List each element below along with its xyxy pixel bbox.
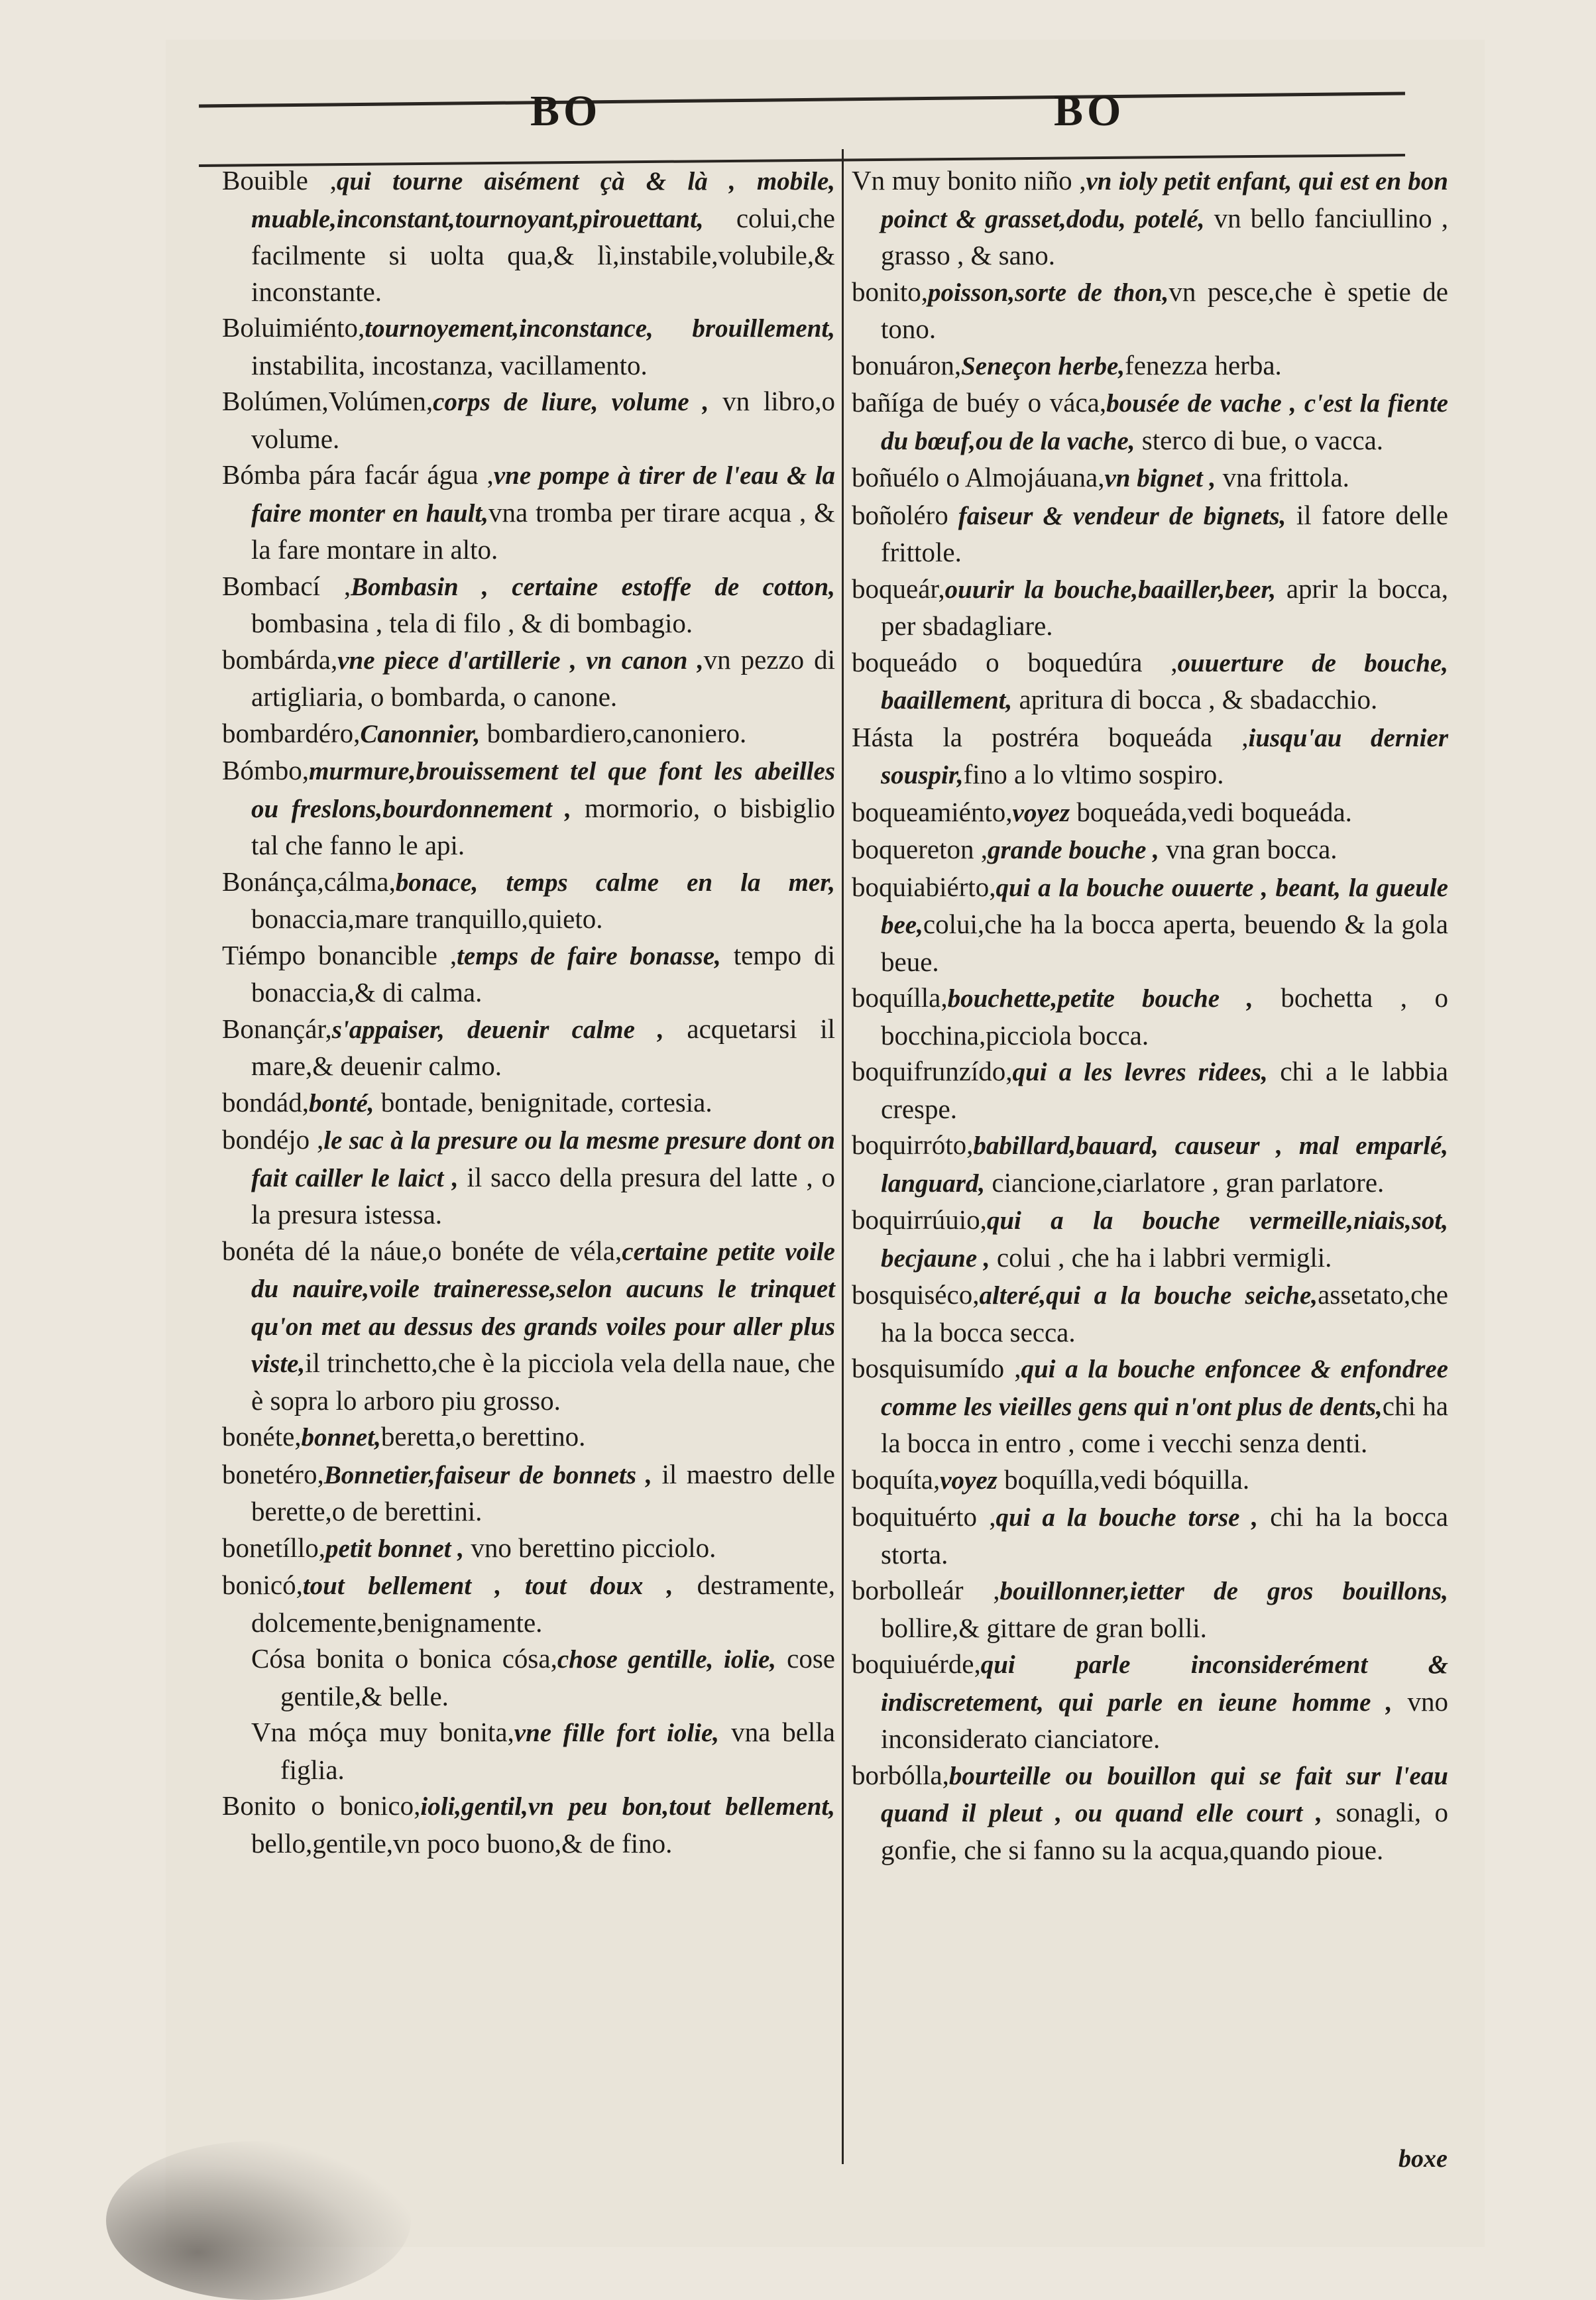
dictionary-entry	[222, 1640, 835, 1714]
dictionary-entry	[852, 347, 1448, 385]
right-column	[852, 162, 1448, 1868]
italian-gloss: bombasina , tela di filo , & di bombagio.	[251, 608, 693, 638]
headword: Bonánça,cálma,	[222, 866, 396, 897]
headword: boquifrunzído,	[852, 1056, 1013, 1086]
dictionary-entry	[852, 869, 1448, 980]
italian-gloss: mormorio, o bisbiglio tal che fanno le api.	[251, 792, 835, 860]
italian-gloss: bontade, benignitade, cortesia.	[374, 1086, 712, 1118]
french-gloss: iusqu'au dernier souspir,	[881, 723, 1448, 789]
french-gloss: vne piece d'artillerie , vn canon ,	[337, 646, 704, 675]
french-gloss: certaine petite voile du nauire,voile traineresse,selon aucuns le trinquet qu'on met au dessus des grands voiles pour aller plus viste,	[251, 1237, 835, 1378]
french-gloss: bouillonner,ietter de gros bouillons,	[999, 1577, 1448, 1605]
french-gloss: corps de liure, volume ,	[433, 388, 709, 416]
dictionary-entry	[222, 642, 835, 715]
headword: Bonançár,	[222, 1013, 332, 1044]
italian-gloss: destramente, dolcemente,benignamente.	[251, 1570, 836, 1638]
dictionary-entry	[852, 162, 1448, 274]
headword: boñoléro	[852, 499, 948, 530]
italian-gloss: cose gentile,& belle.	[280, 1643, 835, 1711]
headword: bosquiséco,	[852, 1279, 980, 1310]
headword: borbólla,	[852, 1759, 949, 1790]
italian-gloss: assetato,che ha la bocca secca.	[881, 1279, 1448, 1348]
italian-gloss: boquílla,vedi bóquilla.	[997, 1464, 1250, 1495]
italian-gloss: sterco di bue, o vacca.	[1135, 424, 1384, 455]
french-gloss: petit bonnet ,	[325, 1534, 465, 1563]
french-gloss: le sac à la presure ou la mesme presure dont on fait cailler le laict ,	[251, 1126, 835, 1192]
dictionary-entry	[222, 1567, 835, 1640]
column-divider	[842, 149, 844, 2164]
italian-gloss: apritura di bocca , & sbadacchio.	[1012, 684, 1378, 715]
dictionary-entry	[852, 1202, 1448, 1277]
dictionary-entry	[222, 1456, 835, 1530]
headword: boñuélo o Almojáuana,	[852, 462, 1105, 492]
headword: Cósa bonita o bonica cósa,	[251, 1643, 557, 1674]
dictionary-entry	[852, 831, 1448, 869]
headword: Bolúmen,Volúmen,	[222, 386, 433, 416]
dictionary-entry	[852, 719, 1448, 794]
french-gloss: vne fille fort iolie,	[514, 1719, 720, 1747]
french-gloss: qui a la bouche vermeille,niais,sot, becjaune ,	[881, 1206, 1448, 1273]
french-gloss: chose gentille, iolie,	[557, 1645, 777, 1674]
french-gloss: Bombasin , certaine estoffe de cotton,	[351, 572, 836, 601]
headword: Tiémpo bonancible ,	[222, 939, 457, 970]
french-gloss: qui a la bouche ouuerte , beant, la gueule bee,	[881, 873, 1448, 939]
italian-gloss: instabilita, incostanza, vacillamento.	[251, 349, 648, 380]
french-gloss: murmure,brouissement tel que font les abeilles ou freslons,bourdonnement ,	[251, 757, 835, 823]
headword: bombárda,	[222, 644, 338, 675]
italian-gloss: il maestro delle berette,o de berettini.	[251, 1458, 836, 1526]
italian-gloss: bonaccia,mare tranquillo,quieto.	[251, 903, 603, 934]
headword: Boluimiénto,	[222, 312, 365, 343]
french-gloss: Seneçon herbe,	[961, 351, 1125, 380]
headword: Bómba pára facár água ,	[222, 459, 494, 490]
dictionary-entry	[222, 1788, 835, 1861]
headword: bonuáron,	[852, 349, 962, 380]
headword: Vna móça muy bonita,	[251, 1717, 514, 1747]
italian-gloss: boqueáda,vedi boqueáda.	[1070, 796, 1352, 827]
dictionary-entry	[852, 1462, 1448, 1499]
french-gloss: poisson,sorte de thon,	[928, 278, 1169, 307]
italian-gloss: chi a le labbia crespe.	[881, 1056, 1448, 1124]
dictionary-entry	[222, 310, 835, 383]
french-gloss: vn ioly petit enfant, qui est en bon poinct & grasset,dodu, potelé,	[881, 167, 1448, 233]
headword: boquíta,	[852, 1464, 940, 1495]
italian-gloss: acquetarsi il mare,& deuenir calmo.	[251, 1013, 835, 1081]
headword: Bouible ,	[222, 165, 337, 196]
dictionary-entry	[222, 715, 835, 753]
dictionary-entry	[222, 1418, 835, 1456]
dictionary-entry	[222, 864, 835, 937]
headword: bonetíllo,	[222, 1532, 326, 1563]
dictionary-entry	[222, 457, 835, 568]
dictionary-entry	[222, 1233, 835, 1419]
french-gloss: vne pompe à tirer de l'eau & la faire monter en hault,	[251, 461, 835, 528]
french-gloss: ouurir la bouche,baailler,beer,	[944, 575, 1277, 604]
headword: bonicó,	[222, 1570, 303, 1600]
dictionary-entry	[222, 1011, 835, 1084]
dictionary-entry	[852, 1572, 1448, 1646]
headword: Bombací ,	[222, 570, 351, 601]
french-gloss: tout bellement , tout doux ,	[302, 1572, 673, 1600]
dictionary-entry	[852, 1127, 1448, 1202]
dictionary-entry	[852, 1499, 1448, 1572]
french-gloss: voyez	[940, 1466, 997, 1495]
italian-gloss: vno berettino picciolo.	[464, 1532, 716, 1563]
dictionary-entry	[222, 568, 835, 642]
italian-gloss: aprir la bocca, per sbadagliare.	[881, 573, 1448, 641]
french-gloss: alteré,qui a la bouche seiche,	[979, 1281, 1318, 1310]
headword: bondéjo ,	[222, 1124, 324, 1155]
dictionary-entry	[222, 162, 835, 310]
italian-gloss: vno inconsiderato cianciatore.	[881, 1686, 1449, 1754]
headword: borbolleár ,	[852, 1575, 1000, 1605]
headword: bonito,	[852, 276, 929, 307]
french-gloss: bonté,	[308, 1088, 374, 1118]
italian-gloss: vna gran bocca.	[1159, 834, 1338, 864]
headword: bombardéro,	[222, 717, 361, 748]
dictionary-entry	[852, 1277, 1448, 1350]
italian-gloss: sonagli, o gonfie, che si fanno su la acqua,quando pioue.	[881, 1797, 1448, 1865]
italian-gloss: bombardiero,canoniero.	[480, 717, 747, 748]
headword: Hásta la postréra boqueáda ,	[852, 721, 1249, 752]
dictionary-entry	[222, 1084, 835, 1122]
french-gloss: Bonnetier,faiseur de bonnets ,	[323, 1460, 652, 1489]
headword: boquereton ,	[852, 834, 988, 864]
dictionary-entry	[222, 1714, 835, 1788]
dictionary-entry	[222, 1121, 835, 1233]
french-gloss: bourteille ou bouillon qui se fait sur l'eau quand il pleut , ou quand elle court ,	[881, 1761, 1448, 1827]
italian-gloss: tempo di bonaccia,& di calma.	[251, 939, 835, 1007]
headword: bosquisumído ,	[852, 1353, 1021, 1383]
headword: boquílla,	[852, 982, 948, 1013]
italian-gloss: colui,che facilmente si uolta qua,& lì,instabile,volubile,& inconstante.	[251, 202, 835, 307]
headword: boquituérto ,	[852, 1501, 996, 1532]
headword: Bómbo,	[222, 755, 309, 785]
headword: boqueár,	[852, 573, 945, 604]
italian-gloss: vna frittola.	[1216, 462, 1349, 492]
italian-gloss: vn pesce,che è spetie de tono.	[881, 276, 1448, 344]
french-gloss: voyez	[1012, 798, 1070, 827]
french-gloss: bonnet,	[301, 1423, 381, 1452]
dictionary-entry	[852, 644, 1448, 719]
dictionary-entry	[852, 794, 1448, 832]
dictionary-entry	[222, 937, 835, 1011]
french-gloss: ouuerture de bouche, baaillement,	[881, 648, 1448, 715]
dictionary-entry	[222, 383, 835, 457]
italian-gloss: vna tromba per tirare acqua , & la fare montare in alto.	[251, 496, 835, 565]
italian-gloss: bochetta , o bocchina,picciola bocca.	[881, 982, 1448, 1051]
dictionary-entry	[222, 1530, 835, 1568]
headword: boqueamiénto,	[852, 796, 1013, 827]
french-gloss: qui a la bouche torse ,	[996, 1503, 1258, 1532]
italian-gloss: il sacco della presura del latte , o la presura istessa.	[251, 1161, 835, 1230]
italian-gloss: fenezza herba.	[1125, 349, 1282, 380]
french-gloss: bouchette,petite bouche ,	[947, 984, 1253, 1013]
dictionary-entry	[852, 1757, 1448, 1869]
headword: boqueádo o boquedúra ,	[852, 646, 1178, 677]
french-gloss: ioli,gentil,vn peu bon,tout bellement,	[420, 1792, 836, 1821]
headword: Bonito o bonico,	[222, 1790, 421, 1821]
french-gloss: Canonnier,	[360, 719, 481, 748]
french-gloss: bousée de vache , c'est la fiente du bœuf,ou de la vache,	[881, 389, 1448, 455]
french-gloss: qui tourne aisément çà & là , mobile, muable,inconstant,tournoyant,pirouettant,	[251, 167, 836, 233]
italian-gloss: chi ha la bocca in entro , come i vecchi senza denti.	[881, 1390, 1448, 1458]
french-gloss: grande bouche ,	[987, 836, 1159, 864]
dictionary-entry	[852, 384, 1448, 459]
dictionary-entry	[222, 752, 835, 864]
headword: bondád,	[222, 1086, 309, 1118]
headword: bonéta dé la náue,o bonéte de véla,	[222, 1235, 622, 1266]
dictionary-entry	[852, 1646, 1448, 1757]
dictionary-entry	[852, 1350, 1448, 1462]
catchword: boxe	[1398, 2145, 1448, 2173]
french-gloss: faiseur & vendeur de bignets,	[948, 501, 1286, 530]
french-gloss: s'appaiser, deuenir calme ,	[331, 1015, 664, 1044]
italian-gloss: vn bello fanciullino , grasso , & sano.	[881, 202, 1449, 270]
italian-gloss: ciancione,ciarlatore , gran parlatore.	[985, 1167, 1385, 1198]
running-head-left: BO	[530, 87, 602, 135]
italian-gloss: il trinchetto,che è la picciola vela della naue, che è sopra lo arboro piu grosso.	[251, 1348, 835, 1416]
italian-gloss: beretta,o berettino.	[380, 1421, 586, 1452]
dictionary-entry	[852, 571, 1448, 644]
dictionary-entry	[852, 497, 1448, 571]
italian-gloss: fino a lo vltimo sospiro.	[963, 759, 1224, 789]
french-gloss: temps de faire bonasse,	[457, 941, 721, 970]
french-gloss: vn bignet ,	[1104, 464, 1216, 492]
french-gloss: qui parle inconsiderément & indiscretement, qui parle en ieune homme ,	[881, 1650, 1448, 1717]
italian-gloss: bello,gentile,vn poco buono,& de fino.	[251, 1827, 673, 1859]
headword: Vn muy bonito niño ,	[852, 165, 1086, 196]
italian-gloss: colui , che ha i labbri vermigli.	[990, 1241, 1332, 1273]
ink-smudge	[106, 2141, 411, 2300]
italian-gloss: vna bella figlia.	[280, 1717, 835, 1785]
dictionary-entry	[852, 980, 1448, 1053]
dictionary-entry	[852, 459, 1448, 497]
italian-gloss: colui,che ha la bocca aperta, beuendo & la gola beue.	[881, 909, 1448, 977]
italian-gloss: bollire,& gittare de gran bolli.	[881, 1612, 1207, 1643]
french-gloss: qui a la bouche enfoncee & enfondree comme les vieilles gens qui n'ont plus de dents,	[881, 1355, 1448, 1421]
left-column	[222, 162, 835, 1861]
headword: bonéte,	[222, 1421, 302, 1452]
headword: boquirróto,	[852, 1129, 974, 1160]
running-head-right: BO	[1054, 87, 1125, 135]
headword: boquiabiérto,	[852, 871, 996, 902]
headword: bañíga de buéy o váca,	[852, 387, 1107, 418]
italian-gloss: vn pezzo di artigliaria, o bombarda, o canone.	[251, 644, 835, 712]
italian-gloss: il fatore delle frittole.	[881, 499, 1448, 567]
headword: bonetéro,	[222, 1458, 324, 1489]
dictionary-entry	[852, 1053, 1448, 1127]
dictionary-entry	[852, 274, 1448, 347]
french-gloss: babillard,bauard, causeur , mal emparlé, languard,	[881, 1131, 1448, 1198]
headword: boquiuérde,	[852, 1648, 981, 1679]
french-gloss: qui a les levres ridees,	[1012, 1058, 1268, 1086]
italian-gloss: vn libro,o volume.	[251, 386, 836, 454]
french-gloss: tournoyement,inconstance, brouillement,	[365, 314, 835, 343]
french-gloss: bonace, temps calme en la mer,	[395, 868, 835, 897]
italian-gloss: chi ha la bocca storta.	[881, 1501, 1449, 1570]
headword: boquirrúuio,	[852, 1204, 987, 1235]
